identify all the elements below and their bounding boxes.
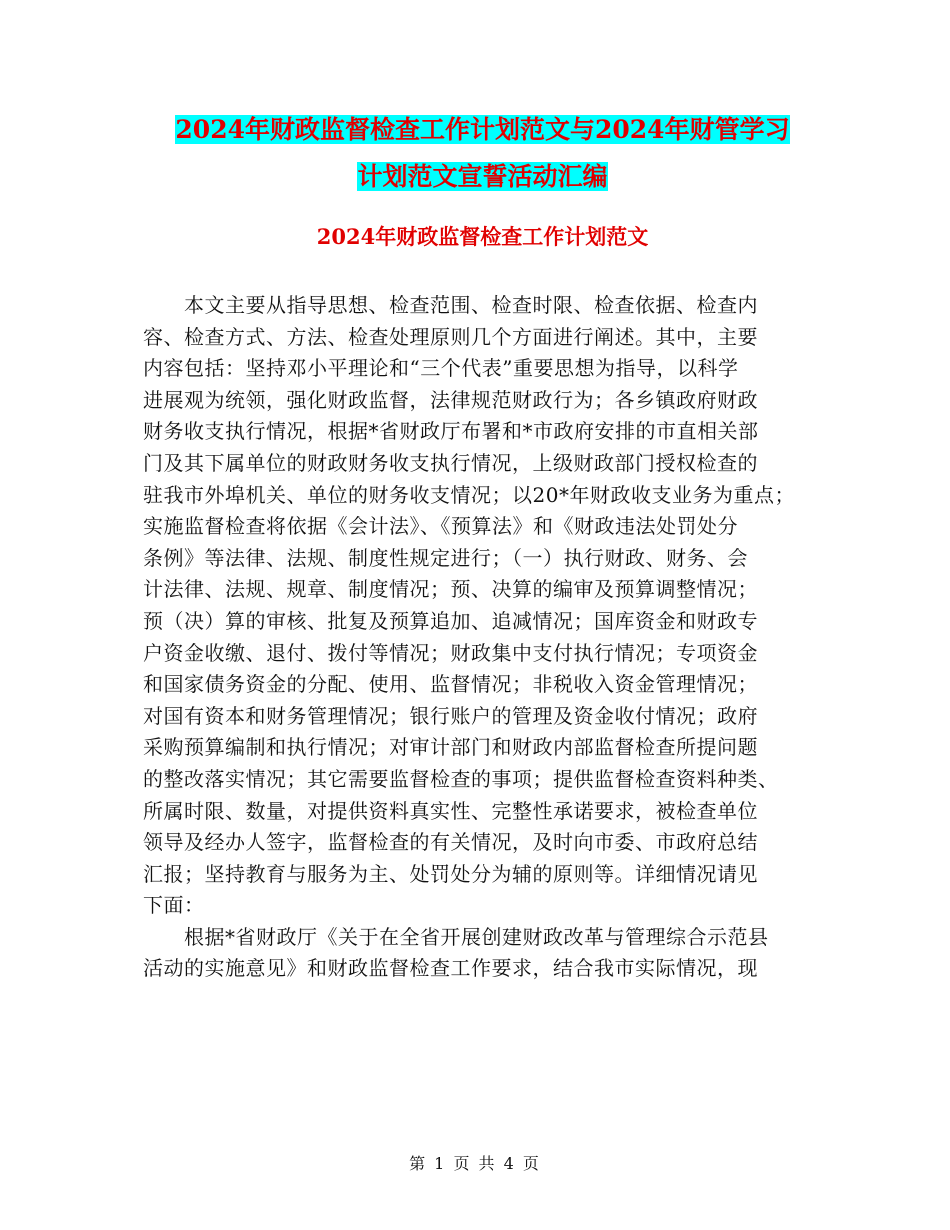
title-highlight: 计划范文宣誓活动汇编 (357, 162, 608, 191)
body-line: 实施监督检查将依据《会计法》、《预算法》和《财政违法处罚处分 (143, 514, 738, 539)
body-line: 汇报；坚持教育与服务为主、处罚处分为辅的原则等。详细情况请见 (143, 861, 758, 886)
body-line: 户资金收缴、退付、拨付等情况；财政集中支付执行情况；专项资金 (143, 640, 758, 665)
body-line: 下面： (143, 893, 205, 918)
body-line: 门及其下属单位的财政财务收支执行情况，上级财政部门授权检查的 (143, 450, 758, 475)
title-highlight: 2024年财政监督检查工作计划范文与2024年财管学习 (175, 115, 790, 144)
body-line: 进展观为统领，强化财政监督，法律规范财政行为；各乡镇政府财政 (143, 387, 758, 412)
body-line: 财务收支执行情况，根据*省财政厅布署和*市政府安排的市直相关部 (143, 419, 759, 444)
body-line: 本文主要从指导思想、检查范围、检查时限、检查依据、检查内 (143, 293, 758, 317)
body-line: 预（决）算的审核、批复及预算追加、追减情况；国库资金和财政专 (143, 608, 758, 633)
body-line: 驻我市外埠机关、单位的财务收支情况；以20*年财政收支业务为重点； (143, 482, 795, 507)
document-title-line-2 (140, 155, 825, 199)
body-line: 活动的实施意见》和财政监督检查工作要求，结合我市实际情况，现 (143, 956, 758, 981)
body-line: 领导及经办人签字，监督检查的有关情况，及时向市委、市政府总结 (143, 830, 758, 855)
body-line: 所属时限、数量，对提供资料真实性、完整性承诺要求，被检查单位 (143, 798, 758, 823)
body-line: 采购预算编制和执行情况；对审计部门和财政内部监督检查所提问题 (143, 735, 758, 760)
body-line: 计法律、法规、规章、制度情况；预、决算的编审及预算调整情况； (143, 577, 758, 602)
body-line: 容、检查方式、方法、检查处理原则几个方面进行阐述。其中，主要 (143, 324, 758, 349)
body-line: 内容包括：坚持邓小平理论和“三个代表”重要思想为指导，以科学 (143, 356, 739, 381)
section-title: 2024年财政监督检查工作计划范文 (316, 224, 649, 249)
body-line: 和国家债务资金的分配、使用、监督情况；非税收入资金管理情况； (143, 672, 758, 697)
body-line: 对国有资本和财务管理情况；银行账户的管理及资金收付情况；政府 (143, 703, 758, 728)
body-text (143, 290, 833, 985)
document-title-line-1 (140, 108, 825, 152)
body-line: 根据*省财政厅《关于在全省开展创建财政改革与管理综合示范县 (143, 924, 769, 949)
body-line: 条例》等法律、法规、制度性规定进行；（一）执行财政、财务、会 (143, 545, 748, 570)
body-line: 的整改落实情况；其它需要监督检查的事项；提供监督检查资料种类、 (143, 766, 779, 791)
page-footer: 第 1 页 共 4 页 (409, 1154, 541, 1173)
